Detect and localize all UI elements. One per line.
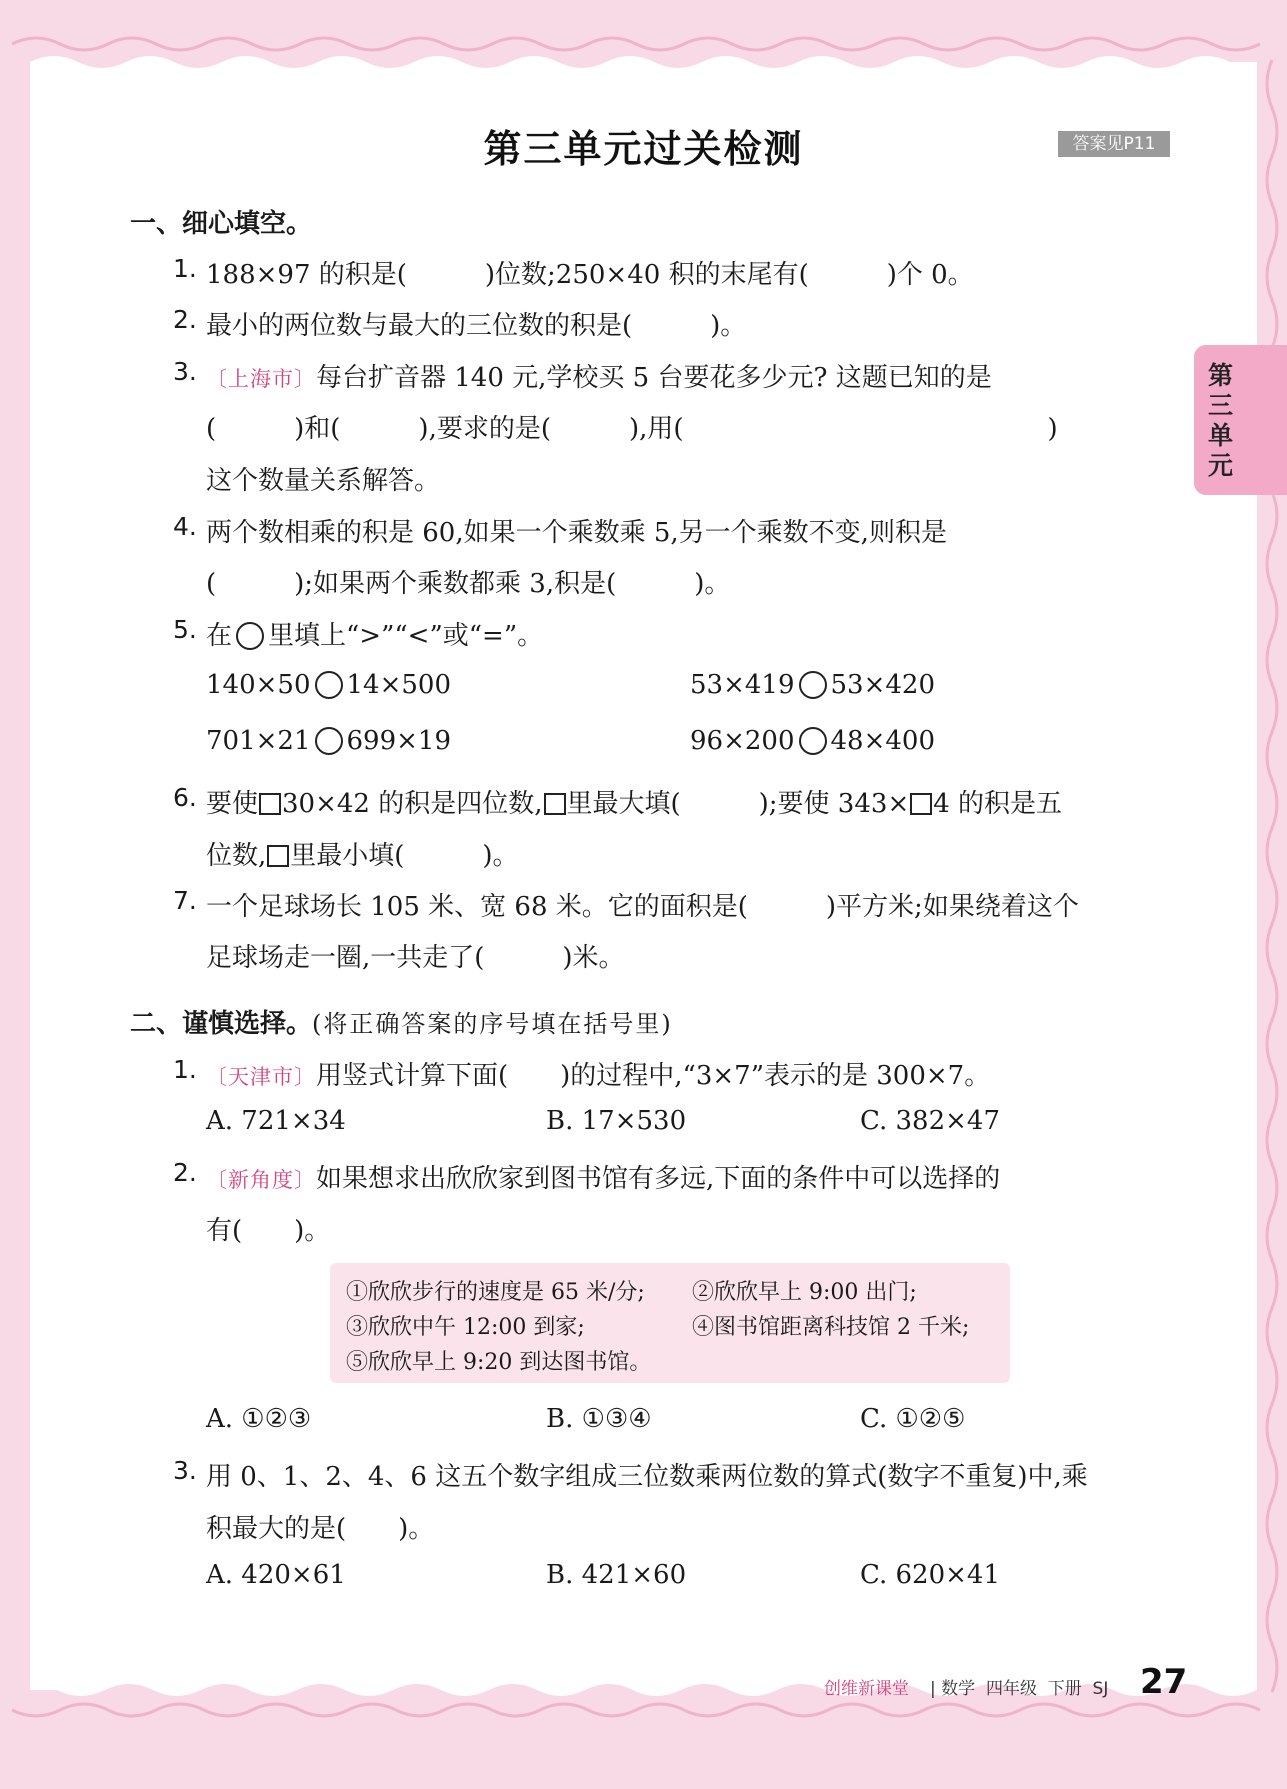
- question-1-2: [173, 305, 747, 342]
- question-2-2-line-2: 有( )。: [206, 1216, 331, 1246]
- question-1-4-line-2: ( );如果两个乘数都乘 3,积是( )。: [206, 569, 731, 599]
- region-tag: 〔天津市〕: [206, 1065, 316, 1089]
- question-number: 5.: [173, 615, 197, 644]
- compare-item: [690, 670, 935, 700]
- question-2-3-line-2: 积最大的是( )。: [206, 1514, 435, 1544]
- footer-book-info: | 数学 四年级 下册 SJ: [930, 1679, 1109, 1699]
- question-number: 2.: [173, 1158, 197, 1187]
- question-text: 30×42 的积是四位数,: [282, 789, 543, 819]
- compare-circle[interactable]: [799, 727, 827, 755]
- question-number: 6.: [173, 783, 197, 812]
- question-text: 用竖式计算下面( )的过程中,“3×7”表示的是 300×7。: [316, 1061, 991, 1091]
- compare-circle[interactable]: [315, 727, 343, 755]
- blank-square[interactable]: [910, 793, 932, 815]
- question-1-1: [173, 254, 974, 291]
- question-text: 每台扩音器 140 元,学校买 5 台要花多少元? 这题已知的是: [316, 363, 992, 393]
- expression-right: 53×420: [830, 670, 935, 700]
- option-c[interactable]: C. 620×41: [860, 1560, 1000, 1590]
- blank-square[interactable]: [267, 845, 289, 867]
- section-2-note: (将正确答案的序号填在括号里): [312, 1010, 673, 1038]
- option-a[interactable]: A. 721×34: [206, 1106, 346, 1136]
- compare-item: [206, 670, 451, 700]
- question-number: 2.: [173, 305, 197, 334]
- question-number: 1.: [173, 1055, 197, 1084]
- question-1-5: [173, 615, 544, 652]
- expression-right: 699×19: [346, 726, 451, 756]
- option-c[interactable]: C. ①②⑤: [860, 1404, 966, 1434]
- unit-side-tab: [1194, 345, 1287, 495]
- condition-item: ②欣欣早上 9:00 出门;: [692, 1280, 917, 1305]
- question-text: 里最小填( )。: [290, 841, 519, 871]
- question-text: 最小的两位数与最大的三位数的积是( )。: [206, 311, 747, 341]
- question-1-3-line-3: 这个数量关系解答。: [206, 466, 441, 496]
- question-2-1: [173, 1055, 991, 1092]
- expression-right: 48×400: [830, 726, 935, 756]
- question-2-3: [173, 1456, 1088, 1493]
- question-text: 位数,: [206, 841, 267, 871]
- question-text: 两个数相乘的积是 60,如果一个乘数乘 5,另一个乘数不变,则积是: [206, 518, 947, 548]
- question-1-6: [173, 783, 1063, 820]
- question-number: 3.: [173, 1456, 197, 1485]
- question-1-7-line-2: 足球场走一圈,一共走了( )米。: [206, 943, 625, 973]
- page-title: 第三单元过关检测: [483, 127, 804, 171]
- condition-item: ①欣欣步行的速度是 65 米/分;: [346, 1280, 645, 1305]
- compare-circle[interactable]: [799, 671, 827, 699]
- section-2-title: 二、谨慎选择。: [130, 1009, 313, 1039]
- section-1-heading: 一、细心填空。: [130, 209, 313, 239]
- option-b[interactable]: B. 421×60: [546, 1560, 687, 1590]
- answer-reference-badge: 答案见P11: [1058, 131, 1170, 157]
- compare-item: [206, 726, 451, 756]
- option-b[interactable]: B. 17×530: [546, 1106, 687, 1136]
- question-text: 一个足球场长 105 米、宽 68 米。它的面积是( )平方米;如果绕着这个: [206, 892, 1079, 922]
- page-number: 27: [1140, 1662, 1188, 1702]
- blank-square[interactable]: [544, 793, 566, 815]
- question-text: 里填上“>”“<”或“=”。: [268, 621, 544, 651]
- question-number: 1.: [173, 254, 197, 283]
- question-1-6-line-2: [206, 835, 519, 872]
- blank-square[interactable]: [259, 793, 281, 815]
- question-number: 4.: [173, 512, 197, 541]
- question-1-3: [173, 357, 992, 394]
- condition-item: ⑤欣欣早上 9:20 到达图书馆。: [346, 1350, 652, 1375]
- unit-side-tab-label: 第三单元: [1208, 361, 1234, 480]
- compare-circle[interactable]: [236, 622, 264, 650]
- compare-circle[interactable]: [315, 671, 343, 699]
- question-text: 要使: [206, 789, 259, 819]
- expression-left: 701×21: [206, 726, 311, 756]
- expression-left: 140×50: [206, 670, 311, 700]
- footer-brand: 创维新课堂: [824, 1679, 909, 1699]
- condition-item: ③欣欣中午 12:00 到家;: [346, 1315, 585, 1340]
- expression-left: 96×200: [690, 726, 795, 756]
- question-text: 在: [206, 621, 233, 651]
- condition-item: ④图书馆距离科技馆 2 千米;: [692, 1315, 970, 1340]
- question-text: 里最大填( );要使 343×: [566, 789, 910, 819]
- question-text: 4 的积是五: [933, 789, 1063, 819]
- question-1-3-line-2: ( )和( ),要求的是( ),用( ): [206, 414, 1058, 444]
- question-1-4: [173, 512, 947, 549]
- question-text: 用 0、1、2、4、6 这五个数字组成三位数乘两位数的算式(数字不重复)中,乘: [206, 1462, 1088, 1492]
- question-text: 188×97 的积是( )位数;250×40 积的末尾有( )个 0。: [206, 260, 974, 290]
- region-tag: 〔上海市〕: [206, 367, 316, 391]
- question-2-2: [173, 1158, 1001, 1195]
- question-text: 如果想求出欣欣家到图书馆有多远,下面的条件中可以选择的: [316, 1164, 1001, 1194]
- section-2-heading: [130, 1003, 673, 1040]
- option-b[interactable]: B. ①③④: [546, 1404, 652, 1434]
- option-c[interactable]: C. 382×47: [860, 1106, 1000, 1136]
- expression-right: 14×500: [346, 670, 451, 700]
- option-a[interactable]: A. 420×61: [206, 1560, 346, 1590]
- expression-left: 53×419: [690, 670, 795, 700]
- option-a[interactable]: A. ①②③: [206, 1404, 312, 1434]
- angle-tag: 〔新角度〕: [206, 1168, 316, 1192]
- question-1-7: [173, 886, 1079, 923]
- question-number: 7.: [173, 886, 197, 915]
- question-number: 3.: [173, 357, 197, 386]
- compare-item: [690, 726, 935, 756]
